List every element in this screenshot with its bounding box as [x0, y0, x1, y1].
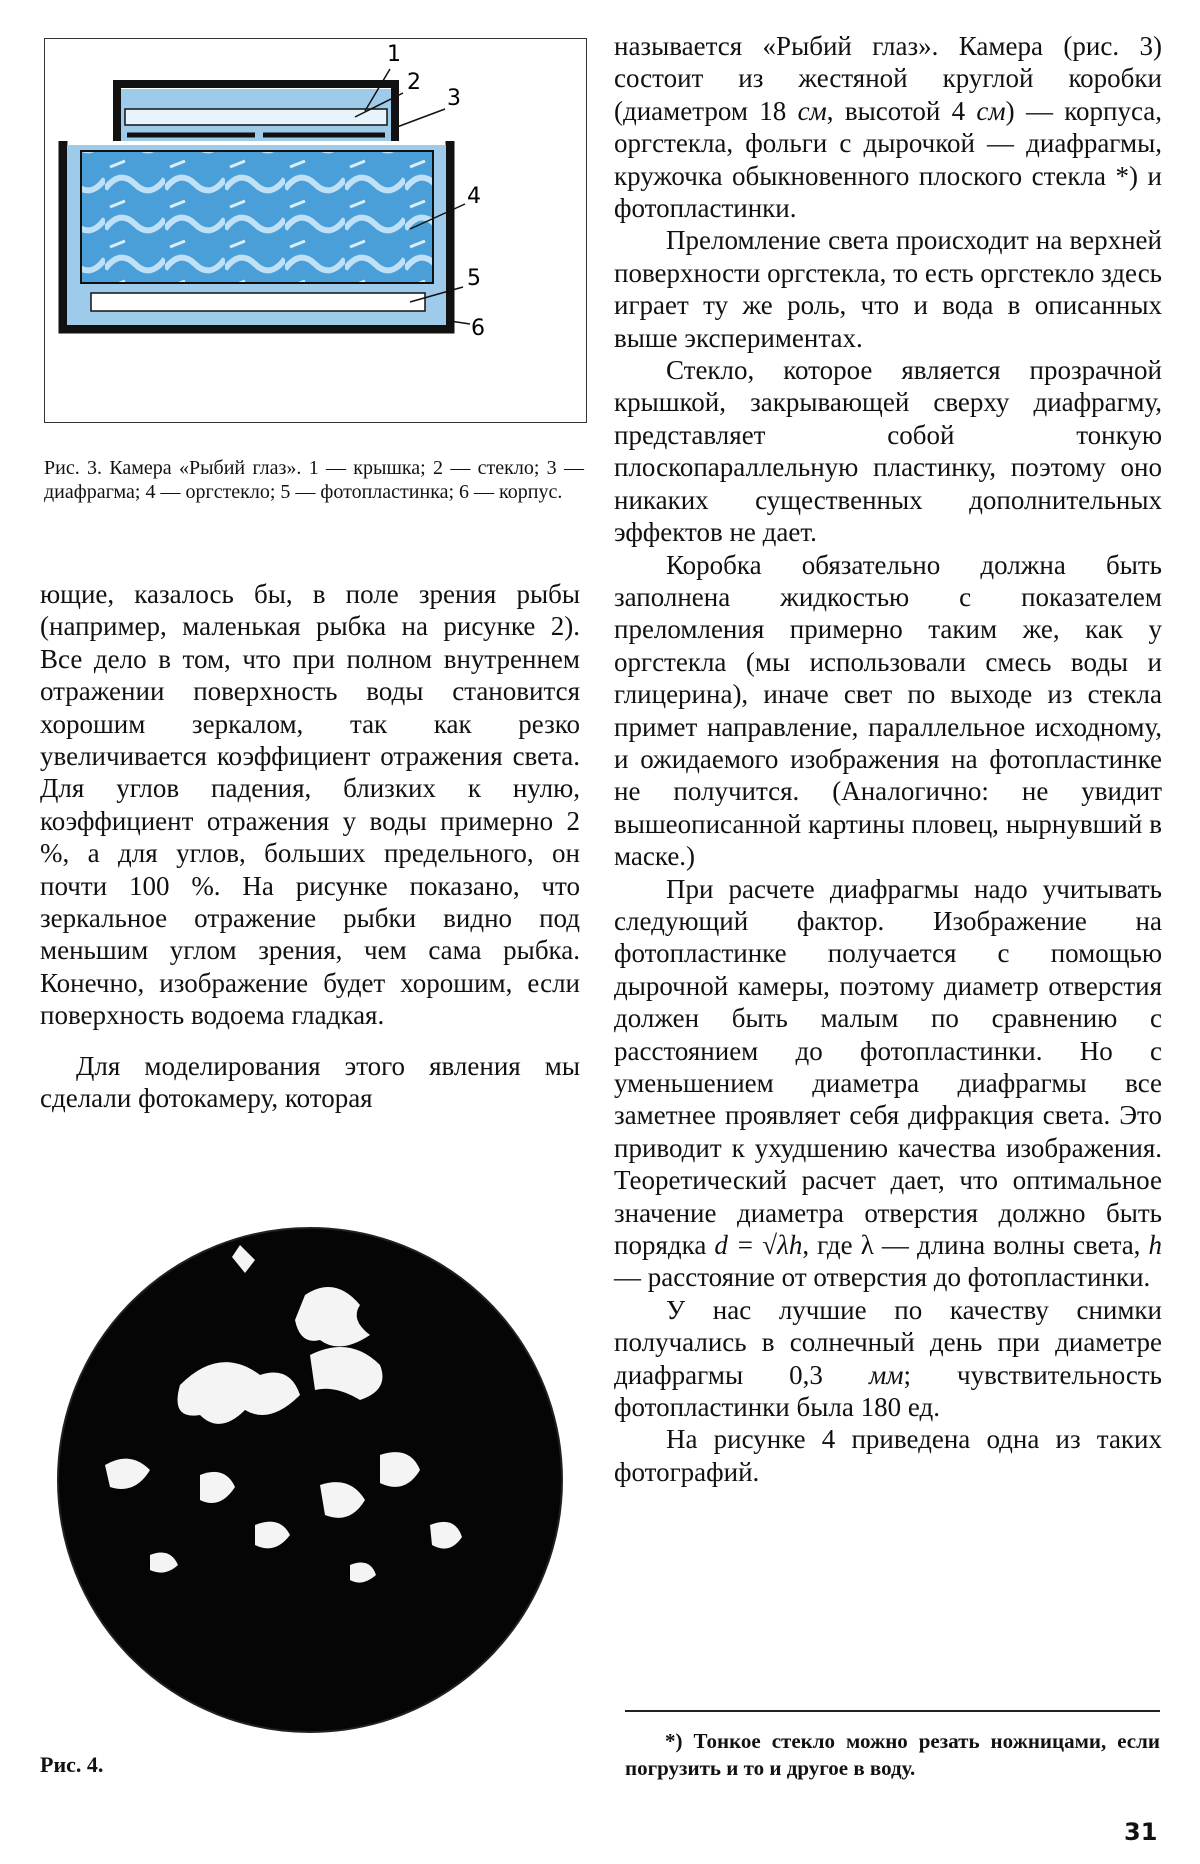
acrylic-block: [81, 151, 433, 283]
right-column: [614, 30, 1162, 1488]
right-paragraph-6: У нас лучшие по качеству снимки получались в солнечный день при диаметре диафрагмы 0,3 мм; чувствительность фотопластинки была 180 ед.: [614, 1294, 1162, 1423]
figure-3-caption: Рис. 3. Камера «Рыбий глаз». 1 — крышка; 2 — стекло; 3 — диафрагма; 4 — оргстекло; 5 — фотопластинка; 6 — корпус.: [44, 457, 584, 503]
left-paragraph-1: ющие, казалось бы, в поле зрения рыбы (например, маленькая рыбка на рисунке 2). Все дело в том, что при полном внутреннем отражении поверхность воды становится хорошим зеркалом, так как резко увеличивается коэффициент отражения света. Для углов падения, близких к нулю, коэффициент отражения у воды примерно 2 %, а для углов, больших предельного, он почти 100 %. На рисунке показано, что зеркальное отражение рыбки видно под меньшим углом зрения, чем сама рыбка. Конечно, изображение будет хорошим, если поверхность водоема гладкая.: [40, 579, 580, 1031]
figure-4-photo: [50, 1225, 570, 1735]
photo-plate: [91, 293, 425, 311]
fig-label-5: 5: [467, 266, 481, 291]
fig-label-3: 3: [447, 86, 461, 111]
right-paragraph-5: При расчете диафрагмы надо учитывать следующий фактор. Изображение на фотопластинке получается с помощью дырочной камеры, поэтому диаметр отверстия должен быть малым по сравнению с расстоянием до фотопластинки. Но с уменьшением диаметра диафрагмы все заметнее проявляет себя дифракция света. Это приводит к ухудшению качества изображения. Теоретический расчет дает, что оптимальное значение диаметра отверстия должно быть порядка d = √λh, где λ — длина волны света, h — расстояние от отверстия до фотопластинки.: [614, 873, 1163, 1293]
right-paragraph-7: На рисунке 4 приведена одна из таких фотографий.: [614, 1424, 1162, 1487]
glass-disc: [125, 109, 387, 125]
figure-4-caption: Рис. 4.: [40, 1752, 104, 1777]
right-paragraph-3: Стекло, которое является прозрачной крышкой, закрывающей сверху диафрагму, представляет собой тонкую плоскопараллельную пластинку, поэтому оно никаких существенных дополнительных эффектов не дает.: [614, 355, 1162, 548]
fisheye-photo-svg: [50, 1225, 570, 1735]
fig-label-6: 6: [471, 316, 485, 341]
figure-3-diagram: [44, 38, 587, 423]
left-column: [40, 578, 580, 1115]
fig-label-2: 2: [407, 70, 421, 95]
right-paragraph-2: Преломление света происходит на верхней поверхности оргстекла, то есть оргстекло здесь играет ту же роль, что и вода в описанных выше экспериментах.: [614, 225, 1162, 353]
fig-label-1: 1: [387, 42, 401, 67]
right-paragraph-1: называется «Рыбий глаз». Камера (рис. 3) состоит из жестяной круглой коробки (диаметром 18 см, высотой 4 см) — корпуса, оргстекла, фольги с дырочкой — диафрагмы, кружочка обыкновенного плоского стекла *) и фотопластинки.: [614, 31, 1163, 224]
camera-diagram-svg: [45, 39, 588, 424]
fig-label-4: 4: [467, 184, 481, 209]
right-paragraph-4: Коробка обязательно должна быть заполнена жидкостью с показателем преломления примерно таким же, как у оргстекла (мы использовали смесь воды и глицерина), иначе свет по выходе из стекла примет направление, параллельное исходному, и ожидаемого изображения на фотопластинке не получится. (Аналогично: не увидит вышеописанной картины пловец, нырнувший в маске.): [614, 549, 1162, 872]
page-number: 31: [1124, 1818, 1158, 1846]
formula: d = √λh: [714, 1230, 803, 1261]
left-paragraph-2: Для моделирования этого явления мы сделали фотокамеру, которая: [40, 1050, 580, 1114]
footnote-divider: [625, 1710, 1160, 1712]
footnote: *) Тонкое стекло можно резать ножницами, если погрузить и то и другое в воду.: [625, 1729, 1160, 1780]
